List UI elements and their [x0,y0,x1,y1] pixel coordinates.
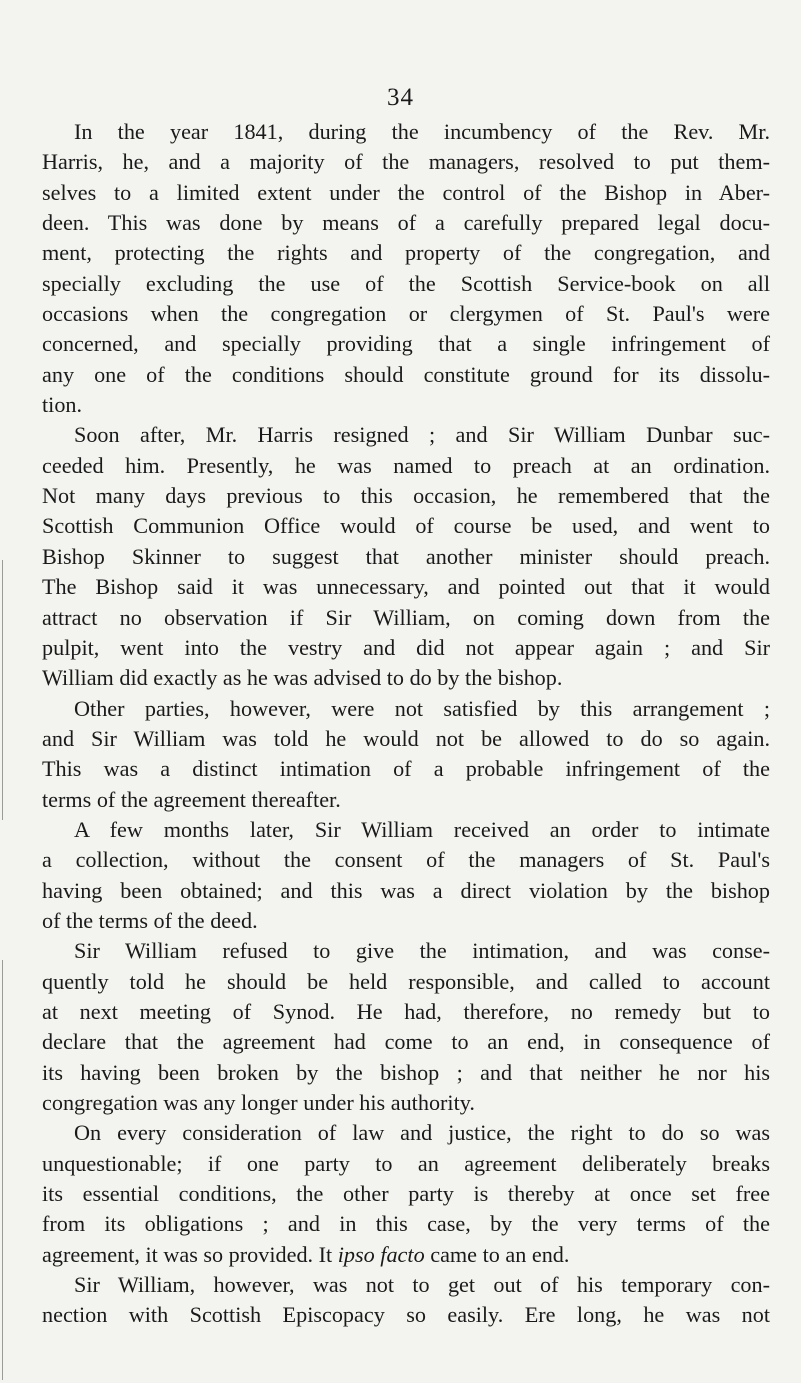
text-line: ceeded him. Presently, he was named to preach at an ordination. [42,452,770,478]
text-line: deen. This was done by means of a carefully prepared legal docu- [42,210,770,236]
text-line: of the terms of the deed. [42,907,258,933]
text-line: William did exactly as he was advised to do by the bishop. [42,665,563,691]
text-line: tion. [42,392,83,418]
text-line: having been obtained; and this was a direct violation by the bishop [42,877,770,903]
text-line [42,1240,770,1270]
body-text [42,117,770,1331]
text-line: selves to a limited extent under the control of the Bishop in Aber- [42,179,770,205]
text-line: concerned, and specially providing that a single infringement of [42,331,770,357]
text-line: declare that the agreement had come to an end, in consequence of [42,1029,770,1055]
text-line: This was a distinct intimation of a probable infringement of the [42,756,770,782]
page-number: 34 [387,84,414,111]
text-line: terms of the agreement thereafter. [42,786,341,812]
text-line: at next meeting of Synod. He had, therefore, no remedy but to [42,998,770,1024]
text-line: its having been broken by the bishop ; and that neither he nor his [42,1059,770,1085]
text-line: pulpit, went into the vestry and did not appear again ; and Sir [42,634,770,660]
text-line: Sir William refused to give the intimation, and was conse- [74,938,770,964]
text-line: The Bishop said it was unnecessary, and pointed out that it would [42,574,770,600]
text-line: On every consideration of law and justice, the right to do so was [74,1120,770,1146]
text-line: from its obligations ; and in this case, by the very terms of the [42,1211,770,1237]
text-line: specially excluding the use of the Scottish Service-book on all [42,270,770,296]
text-line: Harris, he, and a majority of the managers, resolved to put them- [42,149,770,175]
text-line: any one of the conditions should constitute ground for its dissolu- [42,361,770,387]
text-line: A few months later, Sir William received an order to intimate [74,816,770,842]
text-line: In the year 1841, during the incumbency of the Rev. Mr. [74,119,770,144]
text-line: Sir William, however, was not to get out of his temporary con- [74,1272,770,1298]
italic-phrase: ipso facto [337,1241,425,1267]
text-line: occasions when the congregation or clergymen of St. Paul's were [42,301,770,327]
text-line: a collection, without the consent of the managers of St. Paul's [42,847,770,873]
text-line: Other parties, however, were not satisfied by this arrangement ; [74,695,770,721]
scan-edge-shadow [2,560,3,820]
text-line: its essential conditions, the other party is thereby at once set free [42,1181,770,1207]
text-line: attract no observation if Sir William, on coming down from the [42,604,770,630]
text-run: came to an end. [424,1241,570,1267]
text-run: agreement, it was so provided. It [42,1241,338,1267]
text-line: unquestionable; if one party to an agreement deliberately breaks [42,1150,770,1176]
text-line: Scottish Communion Office would of course be used, and went to [42,513,770,539]
scan-edge-shadow-lower [2,960,3,1380]
text-line: ment, protecting the rights and property of the congregation, and [42,240,770,266]
text-line: and Sir William was told he would not be allowed to do so again. [42,725,770,751]
text-line: Not many days previous to this occasion, he remembered that the [42,483,770,509]
text-line: nection with Scottish Episcopacy so easily. Ere long, he was not [42,1302,770,1328]
text-line: Soon after, Mr. Harris resigned ; and Sir William Dunbar suc- [74,422,770,448]
text-line: congregation was any longer under his authority. [42,1090,475,1115]
text-line: quently told he should be held responsible, and called to account [42,968,770,994]
text-line: Bishop Skinner to suggest that another minister should preach. [42,543,770,569]
